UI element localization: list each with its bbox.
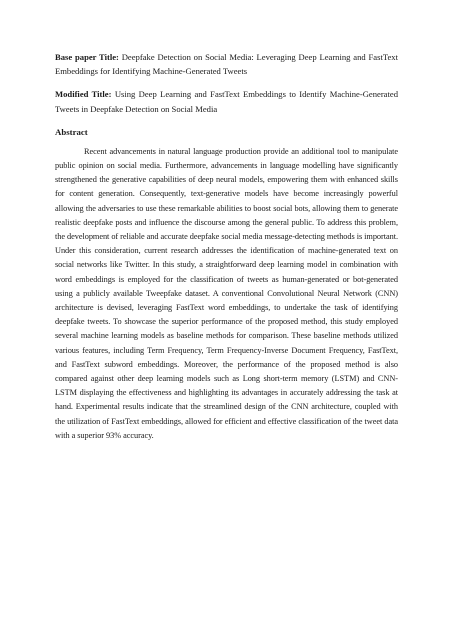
base-paper-title [55, 50, 398, 78]
base-paper-text: Deepfake Detection on Social Media: Leveraging Deep Learning and FastText Embeddings for Identifying Machine-Generated Tweets [55, 52, 398, 77]
document-page [55, 50, 398, 443]
abstract-body: Recent advancements in natural language production provide an additional tool to manipulate public opinion on social media. Furthermore, advancements in language modelling have significantly strengthened the generative capabilities of deep neural models, empowering them with enhanced skills for content generation. Consequently, text-generative models have become increasingly powerful allowing the adversaries to use these remarkable abilities to boost social bots, allowing them to generate realistic deepfake posts and influence the discourse among the general public. To address this problem, the development of reliable and accurate deepfake social media message-detecting methods is important. Under this consideration, current research addresses the identification of machine-generated text on social networks like Twitter. In this study, a straightforward deep learning model in combination with word embeddings is employed for the classification of tweets as human-generated or bot-generated using a publicly available Tweepfake dataset. A conventional Convolutional Neural Network (CNN) architecture is devised, leveraging FastText word embeddings, to undertake the task of identifying deepfake tweets. To showcase the superior performance of the proposed method, this study employed several machine learning models as baseline methods for comparison. These baseline methods utilized various features, including Term Frequency, Term Frequency-Inverse Document Frequency, FastText, and FastText subword embeddings. Moreover, the performance of the proposed method is also compared against other deep learning models such as Long short-term memory (LSTM) and CNN-LSTM displaying the effectiveness and highlighting its advantages in accurately addressing the task at hand. Experimental results indicate that the streamlined design of the CNN architecture, coupled with the utilization of FastText embeddings, allowed for efficient and effective classification of the tweet data with a superior 93% accuracy. [55, 146, 399, 440]
modified-title [55, 87, 398, 115]
modified-title-label: Modified Title: [55, 89, 112, 100]
modified-title-text: Using Deep Learning and FastText Embeddings to Identify Machine-Generated Tweets in Deepfake Detection on Social Media [55, 89, 398, 114]
base-paper-label: Base paper Title: [55, 52, 119, 62]
abstract-heading: Abstract [55, 126, 88, 137]
